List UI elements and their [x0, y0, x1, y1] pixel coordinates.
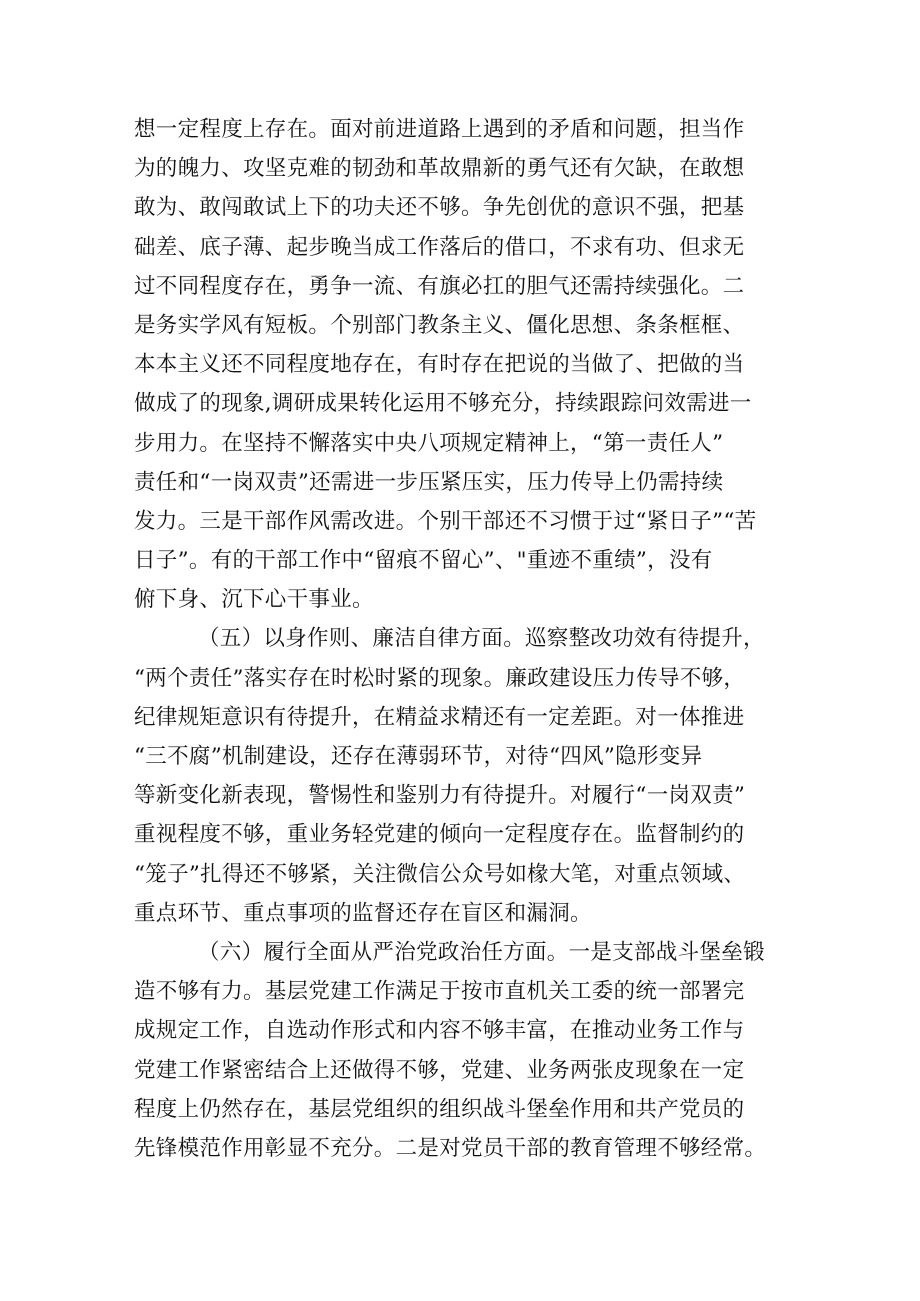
text-line: 纪律规矩意识有待提升，在精益求精还有一定差距。对一体推进 — [134, 704, 745, 730]
text-line: 党建工作紧密结合上还做得不够，党建、业务两张皮现象在一定 — [134, 1057, 745, 1083]
text-line: 为的魄力、攻坚克难的韧劲和革故鼎新的勇气还有欠缺，在敢想 — [134, 156, 745, 182]
text-line: 日子”。有的干部工作中“留痕不留心”、"重迹不重绩”，没有 — [134, 548, 713, 574]
text-line: 是务实学风有短板。个别部门教条主义、僵化思想、条条框框、 — [134, 312, 745, 338]
text-line: 责任和“一岗双责”还需进一步压紧压实，压力传导上仍需持续 — [134, 469, 724, 495]
paragraph-start-line: （六）履行全面从严治党政治任方面。一是支部战斗堡垒锻 — [198, 939, 765, 965]
text-line: 础差、底子薄、起步晚当成工作落后的借口，不求有功、但求无 — [134, 234, 745, 260]
text-line: 做成了的现象,调研成果转化运用不够充分，持续跟踪问效需进一 — [134, 391, 752, 417]
text-line: “笼子”扎得还不够紧，关注微信公众号如椽大笔，对重点领域、 — [134, 861, 746, 887]
text-line: 重视程度不够，重业务轻党建的倾向一定程度存在。监督制约的 — [134, 822, 745, 848]
text-line: 造不够有力。基层党建工作满足于按市直机关工委的统一部署完 — [134, 979, 745, 1005]
text-line: 先锋模范作用彰显不充分。二是对党员干部的教育管理不够经常。 — [134, 1135, 767, 1161]
text-line: 重点环节、重点事项的监督还存在盲区和漏洞。 — [134, 900, 592, 926]
text-line: 过不同程度存在，勇争一流、有旗必扛的胆气还需持续强化。二 — [134, 273, 745, 299]
text-line: 成规定工作，自选动作形式和内容不够丰富，在推动业务工作与 — [134, 1018, 745, 1044]
text-line: 敢为、敢闯敢试上下的功夫还不够。争先创优的意识不强，把基 — [134, 195, 745, 221]
text-line: 程度上仍然存在，基层党组织的组织战斗堡垒作用和共产党员的 — [134, 1096, 745, 1122]
text-line: “两个责任”落实存在时松时紧的现象。廉政建设压力传导不够， — [134, 665, 746, 691]
body-text — [134, 110, 794, 1168]
text-line: 步用力。在坚持不懈落实中央八项规定精神上，“第一责任人” — [134, 430, 724, 456]
text-line: “三不腐”机制建设，还存在薄弱环节，对待“四风”隐形变异 — [134, 744, 703, 769]
text-line: 等新变化新表现，警惕性和鉴别力有待提升。对履行“一岗双责” — [134, 783, 746, 809]
text-line: 发力。三是干部作风需改进。个别干部还不习惯于过“紧日子”“苦 — [134, 508, 757, 534]
text-line: 本本主义还不同程度地存在，有时存在把说的当做了、把做的当 — [134, 352, 745, 378]
paragraph-start-line: （五）以身作则、廉洁自律方面。巡察整改功效有待提升， — [198, 626, 765, 652]
text-line: 想一定程度上存在。面对前进道路上遇到的矛盾和问题，担当作 — [134, 117, 745, 142]
text-line: 俯下身、沉下心干事业。 — [134, 587, 374, 613]
